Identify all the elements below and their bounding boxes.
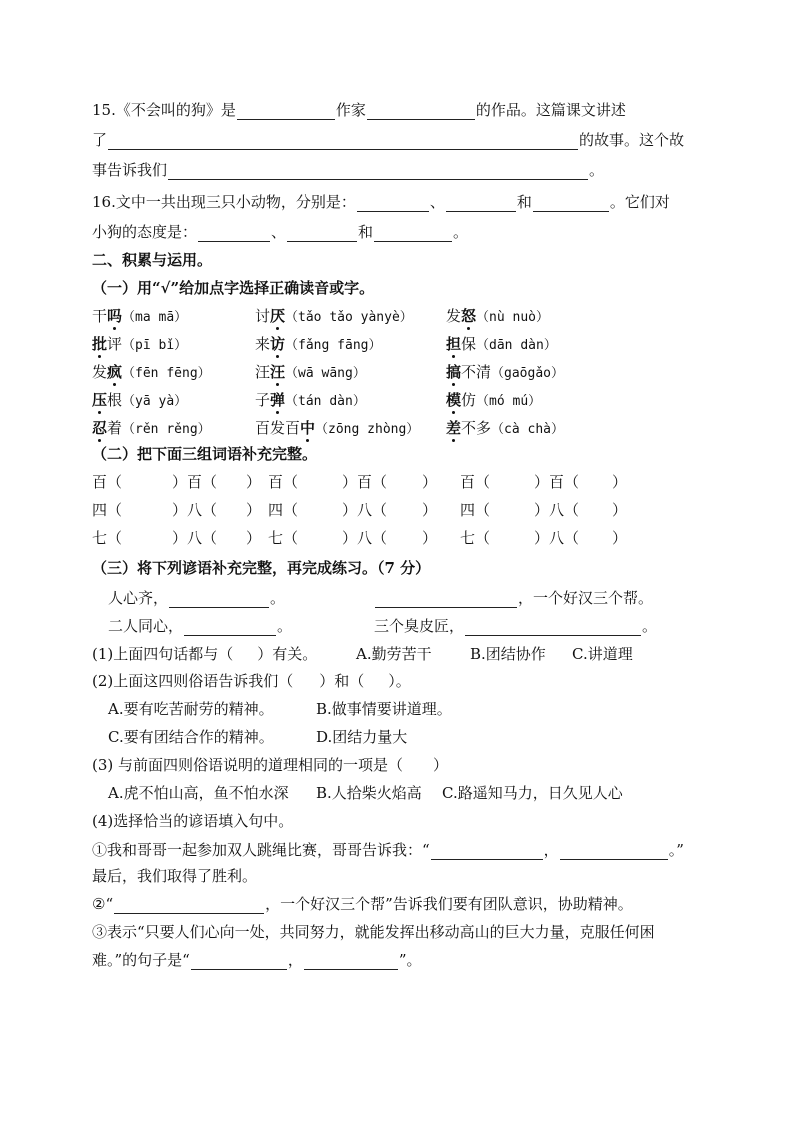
word-fragment: 百（ — [460, 473, 491, 491]
word-suffix: 仿 — [461, 391, 477, 409]
q3-2-mid: ）和（ — [319, 672, 365, 690]
pinyin-choices[interactable]: （tán dàn） — [285, 394, 366, 409]
pinyin-choices[interactable]: （fēn fēng） — [122, 366, 211, 381]
q16-line1-end: 。它们对 — [609, 193, 670, 211]
sentence3-end: ”。 — [398, 951, 422, 969]
word-prefix: 百发百 — [255, 419, 301, 437]
q15-blank-moral[interactable] — [168, 165, 588, 180]
section2-title: 二、积累与运用。 — [92, 251, 213, 269]
pinyin-choices[interactable]: （rěn rěng） — [122, 422, 211, 437]
dotted-character: 模 — [446, 391, 462, 409]
q15-blank-nationality[interactable] — [237, 105, 335, 120]
pinyin-choices[interactable]: （tǎo tǎo yànyè） — [285, 310, 413, 325]
q3-1-start: (1)上面四句话都与（ — [92, 645, 234, 663]
pinyin-choices[interactable]: （nù nuò） — [476, 310, 549, 325]
pinyin-choices[interactable]: （dān dàn） — [476, 338, 557, 353]
dotted-character: 汪 — [270, 363, 286, 381]
word-fragment: ）百（ — [172, 473, 218, 491]
word-fragment: ） — [422, 529, 438, 547]
q3-3-option-b[interactable]: B.人拾柴火焰高 — [316, 784, 422, 802]
sentence3-start: 难。”的句子是“ — [92, 951, 190, 969]
q16-line2-start: 小狗的态度是： — [92, 223, 198, 241]
q15-blank-story[interactable] — [108, 135, 578, 150]
q15-line3 — [92, 160, 604, 180]
part1-title: （一）用“√”给加点字选择正确读音或字。 — [92, 279, 375, 297]
pinyin-choices[interactable]: （mó mú） — [476, 394, 542, 409]
q16-line1-start: 16.文中一共出现三只小动物，分别是： — [92, 193, 356, 211]
sentence3-blank1[interactable] — [191, 955, 287, 970]
pronunciation-item — [255, 362, 366, 384]
q15-blank-author[interactable] — [367, 105, 475, 120]
part3-title: （三）将下列谚语补充完整，再完成练习。（7 分） — [92, 559, 431, 577]
word-fragment: ）八（ — [172, 529, 218, 547]
pronunciation-item — [446, 362, 564, 384]
word-fragment: ）八（ — [534, 501, 580, 519]
sentence3-comma: ， — [287, 951, 303, 969]
word-fragment: ） — [612, 501, 628, 519]
q15-prefix: 15.《不会叫的狗》是 — [92, 101, 236, 119]
proverb2-left — [108, 616, 292, 636]
q15-line3-end: 。 — [589, 161, 605, 179]
dotted-character: 担 — [446, 335, 462, 353]
pronunciation-item — [446, 390, 541, 412]
q3-2 — [92, 671, 411, 691]
sentence2-end: ，一个好汉三个帮”告诉我们要有团队意识，协助精神。 — [265, 895, 633, 913]
sentence1-blank1[interactable] — [431, 845, 543, 860]
proverb2-right-blank[interactable] — [465, 621, 641, 636]
q16-line2-end: 。 — [453, 223, 469, 241]
part2-title: （二）把下面三组词语补充完整。 — [92, 445, 318, 463]
q3-3-option-c[interactable]: C.路遥知马力，日久见人心 — [442, 784, 623, 802]
proverb2-right-text: 三个臭皮匠， — [374, 617, 465, 635]
word-suffix: 评 — [107, 335, 123, 353]
dotted-character: 忍 — [92, 419, 108, 437]
proverb2-right-end: 。 — [642, 617, 658, 635]
q3-3: (3) 与前面四则俗语说明的道理相同的一项是（ ） — [92, 756, 449, 774]
proverb2-left-blank[interactable] — [184, 621, 276, 636]
q15-line3-start: 事告诉我们 — [92, 161, 168, 179]
dotted-character: 疯 — [107, 363, 123, 381]
sentence3-line2 — [92, 950, 422, 970]
q16-blank-animal2[interactable] — [446, 197, 516, 212]
word-prefix: 来 — [255, 335, 271, 353]
word-fragment: ） — [246, 473, 262, 491]
word-prefix: 汪 — [255, 363, 271, 381]
sentence2 — [92, 894, 633, 914]
q16-sep: 、 — [429, 193, 445, 211]
word-suffix: 不多 — [461, 419, 492, 437]
word-fragment: 七（ — [268, 529, 299, 547]
word-fragment: ）八（ — [534, 529, 580, 547]
dotted-character: 怒 — [461, 307, 477, 325]
word-fragment: ） — [422, 473, 438, 491]
word-suffix: 根 — [107, 391, 123, 409]
q16-and2: 和 — [358, 223, 374, 241]
sentence2-start: ②“ — [92, 895, 114, 913]
q16-blank-animal1[interactable] — [357, 197, 429, 212]
proverb1-right-text: ，一个好汉三个帮。 — [518, 589, 654, 607]
pinyin-choices[interactable]: （gaōgǎo） — [491, 366, 564, 381]
pinyin-choices[interactable]: （zōng zhòng） — [315, 422, 420, 437]
q15-line1 — [92, 100, 626, 120]
q16-blank-attitude3[interactable] — [374, 227, 452, 242]
sentence3-line1: ③表示“只要人们心向一处，共同努力，就能发挥出移动高山的巨大力量，克服任何困 — [92, 923, 655, 941]
dotted-character: 压 — [92, 391, 108, 409]
q3-2-option-d[interactable]: D.团结力量大 — [316, 728, 408, 746]
word-fragment: ）八（ — [172, 501, 218, 519]
sentence1-line1 — [92, 840, 684, 860]
sentence1-comma: ， — [543, 841, 559, 859]
dotted-character: 弹 — [270, 391, 286, 409]
proverb2-left-end: 。 — [277, 617, 293, 635]
pronunciation-item — [255, 390, 366, 412]
proverb2-left-text: 二人同心， — [108, 617, 184, 635]
sentence1-end: 。” — [668, 841, 684, 859]
q3-2-start: (2)上面这四则俗语告诉我们（ — [92, 672, 294, 690]
word-fragment: 四（ — [460, 501, 491, 519]
word-prefix: 子 — [255, 391, 271, 409]
word-prefix: 发 — [446, 307, 462, 325]
word-fragment: ）八（ — [342, 529, 388, 547]
word-fragment: ） — [246, 501, 262, 519]
q16-blank-animal3[interactable] — [533, 197, 609, 212]
proverb1-left — [108, 588, 285, 608]
pronunciation-item — [92, 418, 211, 440]
pronunciation-item — [255, 418, 419, 440]
dotted-character: 厌 — [270, 307, 286, 325]
q16-line1 — [92, 192, 670, 212]
q3-4: (4)选择恰当的谚语填入句中。 — [92, 812, 294, 830]
pronunciation-item — [255, 306, 413, 328]
dotted-character: 批 — [92, 335, 108, 353]
proverb2-right — [374, 616, 657, 636]
q3-1 — [92, 644, 317, 664]
q15-line2-end: 的故事。这个故 — [579, 131, 685, 149]
q16-blank-attitude2[interactable] — [287, 227, 357, 242]
q3-2-option-c[interactable]: C.要有团结合作的精神。 — [108, 728, 274, 746]
pronunciation-item — [255, 334, 381, 356]
word-fragment: 百（ — [268, 473, 299, 491]
word-fragment: ）百（ — [342, 473, 388, 491]
word-fragment: 四（ — [92, 501, 123, 519]
q16-blank-attitude1[interactable] — [198, 227, 270, 242]
q15-author-word: 作家 — [335, 101, 366, 119]
word-prefix: 干 — [92, 307, 108, 325]
word-fragment: 四（ — [268, 501, 299, 519]
pronunciation-item — [92, 362, 211, 384]
q3-2-option-b[interactable]: B.做事情要讲道理。 — [316, 700, 452, 718]
q3-1-option-a[interactable]: A.勤劳苦干 — [356, 645, 432, 663]
dotted-character: 吗 — [107, 307, 123, 325]
pronunciation-item — [446, 418, 564, 440]
proverb1-right-blank[interactable] — [375, 593, 517, 608]
word-prefix: 发 — [92, 363, 108, 381]
pronunciation-item — [446, 306, 549, 328]
word-fragment: 七（ — [92, 529, 123, 547]
word-fragment: ）八（ — [342, 501, 388, 519]
word-prefix: 讨 — [255, 307, 271, 325]
q3-1-option-b[interactable]: B.团结协作 — [470, 645, 546, 663]
pinyin-choices[interactable]: （fǎng fāng） — [285, 338, 382, 353]
dotted-character: 访 — [270, 335, 286, 353]
pronunciation-item — [92, 390, 187, 412]
q3-3-option-a[interactable]: A.虎不怕山高，鱼不怕水深 — [108, 784, 289, 802]
proverb1-left-text: 人心齐， — [108, 589, 169, 607]
word-suffix: 着 — [107, 419, 123, 437]
pinyin-choices[interactable]: （ma mā） — [122, 310, 188, 325]
dotted-character: 差 — [446, 419, 462, 437]
pinyin-choices[interactable]: （cà chà） — [491, 422, 564, 437]
word-suffix: 不清 — [461, 363, 492, 381]
q3-1-mid: ）有关。 — [257, 645, 318, 663]
word-fragment: ） — [422, 501, 438, 519]
pronunciation-item — [446, 334, 557, 356]
q16-line2 — [92, 222, 468, 242]
sentence1-start: ①我和哥哥一起参加双人跳绳比赛，哥哥告诉我：“ — [92, 841, 430, 859]
q3-2-end: ）。 — [388, 672, 411, 690]
pinyin-choices[interactable]: （pī bǐ） — [122, 338, 188, 353]
dotted-character: 搞 — [446, 363, 462, 381]
proverb1-left-blank[interactable] — [169, 593, 269, 608]
pinyin-choices[interactable]: （yā yà） — [122, 394, 188, 409]
q15-works: 的作品。这篇课文讲述 — [475, 101, 626, 119]
word-fragment: ）百（ — [534, 473, 580, 491]
pronunciation-item — [92, 334, 187, 356]
q16-sep2: 、 — [271, 223, 287, 241]
q15-line2 — [92, 130, 684, 150]
pinyin-choices[interactable]: （wā wāng） — [285, 366, 366, 381]
q15-line2-start: 了 — [92, 131, 108, 149]
word-fragment: ） — [612, 529, 628, 547]
word-fragment: ） — [246, 529, 262, 547]
proverb1-right — [374, 588, 653, 608]
sentence3-blank2[interactable] — [304, 955, 398, 970]
sentence2-blank[interactable] — [114, 899, 264, 914]
dotted-character: 中 — [300, 419, 316, 437]
word-suffix: 保 — [461, 335, 477, 353]
word-fragment: 七（ — [460, 529, 491, 547]
proverb1-left-end: 。 — [270, 589, 286, 607]
pronunciation-item — [92, 306, 187, 328]
sentence1-line2: 最后，我们取得了胜利。 — [92, 867, 258, 885]
q3-1-option-c[interactable]: C.讲道理 — [572, 645, 633, 663]
q16-and: 和 — [516, 193, 532, 211]
word-fragment: 百（ — [92, 473, 123, 491]
q3-2-option-a[interactable]: A.要有吃苦耐劳的精神。 — [108, 700, 274, 718]
word-fragment: ） — [612, 473, 628, 491]
sentence1-blank2[interactable] — [560, 845, 668, 860]
